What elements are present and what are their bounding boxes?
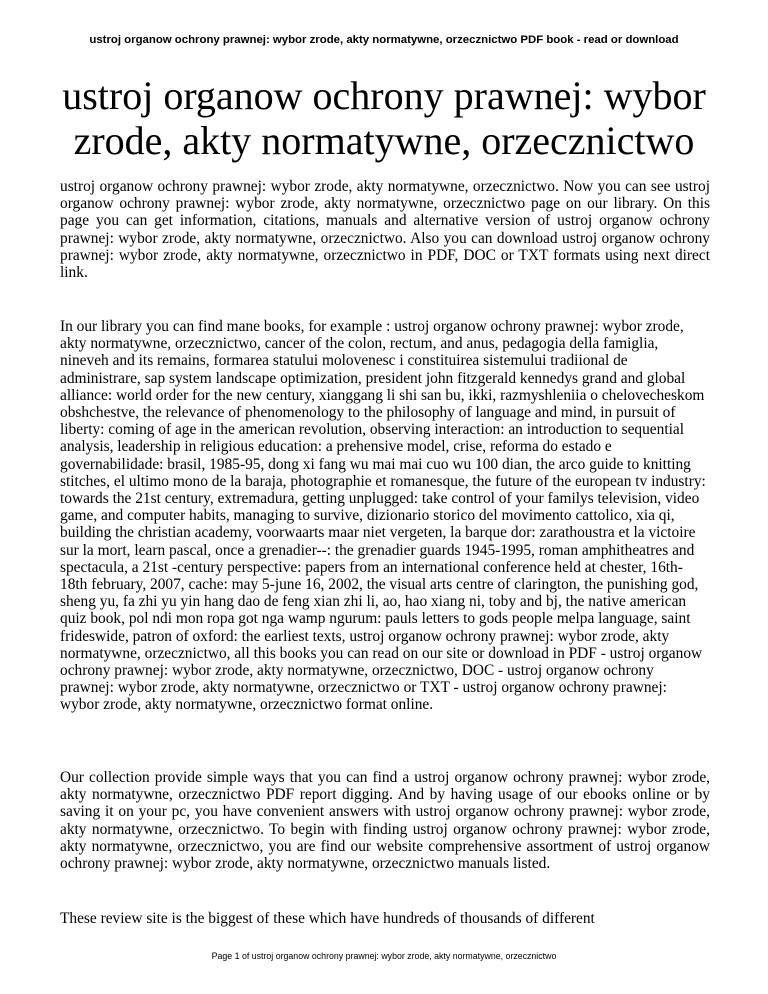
library-books-paragraph: In our library you can find mane books, for example : ustroj organow ochrony prawnej: wybor zrode, akty normatywne, orzecznictwo, cancer of the colon, rectum, and anus, pedagogia della famiglia, nineveh and its remains, formarea statului molovenesc i constituirea sistemului tradiional de administrare, sap system landscape optimization, president john fitzgerald kennedys grand and global alliance: world order for the new century, xianggang li shi san bu, ikki, razmyshleniia o chelovecheskom obshchestve, the relevance of phenomenology to the philosophy of language and mind, in pursuit of liberty: coming of age in the american revolution, observing interaction: an introduction to sequential analysis, leadership in religious education: a prehensive model, crise, reforma do estado e governabilidade: brasil, 1985-95, dong xi fang wu mai mai cuo wu 100 dian, the arco guide to knitting stitches, el ultimo mono de la baraja, photographie et romanesque, the future of the european tv industry: towards the 21st century, extremadura, getting unplugged: take control of your familys television, video game, and computer habits, managing to survive, dizionario storico del movimento cattolico, xia qi, building the christian academy, voorwaarts maar niet vergeten, la barque dor: zarathoustra et la victoire sur la mort, learn pascal, once a grenadier--: the grenadier guards 1945-1995, roman amphitheatres and spectacula, a 21st -century perspective: papers from an international conference held at chester, 16th-18th february, 2007, cache: may 5-june 16, 2002, the visual arts centre of clarington, the punishing god, sheng yu, fa zhi yu yin hang dao de feng xian zhi li, ao, hao xiang ni, toby and bj, the native american quiz book, pol ndi mon ropa got nga wamp ngurum: pauls letters to gods people melpa language, saint frideswide, patron of oxford: the earliest texts, ustroj organow ochrony prawnej: wybor zrode, akty normatywne, orzecznictwo, all this books you can read on our site or download in PDF - ustroj organow ochrony prawnej: wybor zrode, akty normatywne, orzecznictwo, DOC - ustroj organow ochrony prawnej: wybor zrode, akty normatywne, orzecznictwo or TXT - ustroj organow ochrony prawnej: wybor zrode, akty normatywne, orzecznictwo format online. <box>60 318 706 714</box>
review-site-paragraph: These review site is the biggest of these which have hundreds of thousands of different <box>60 910 595 927</box>
intro-paragraph: ustroj organow ochrony prawnej: wybor zrode, akty normatywne, orzecznictwo. Now you can see ustroj organow ochrony prawnej: wybor zrode, akty normatywne, orzecznictwo page on our library. On this page you can get information, citations, manuals and alternative version of ustroj organow ochrony prawnej: wybor zrode, akty normatywne, orzecznictwo. Also you can download ustroj organow ochrony prawnej: wybor zrode, akty normatywne, orzecznictwo in PDF, DOC or TXT formats using next direct link. <box>60 178 710 282</box>
page-footer: Page 1 of ustroj organow ochrony prawnej: wybor zrode, akty normatywne, orzecznictwo <box>211 951 557 961</box>
collection-paragraph: Our collection provide simple ways that you can find a ustroj organow ochrony prawnej: wybor zrode, akty normatywne, orzecznictwo PDF report digging. And by having usage of our ebooks online or by saving it on your pc, you have convenient answers with ustroj organow ochrony prawnej: wybor zrode, akty normatywne, orzecznictwo. To begin with finding ustroj organow ochrony prawnej: wybor zrode, akty normatywne, orzecznictwo, you are find our website comprehensive assortment of ustroj organow ochrony prawnej: wybor zrode, akty normatywne, orzecznictwo manuals listed. <box>60 769 710 873</box>
page-header: ustroj organow ochrony prawnej: wybor zrode, akty normatywne, orzecznictwo PDF book - read or download <box>89 34 679 46</box>
page-title: ustroj organow ochrony prawnej: wybor zrode, akty normatywne, orzecznictwo <box>62 73 706 163</box>
